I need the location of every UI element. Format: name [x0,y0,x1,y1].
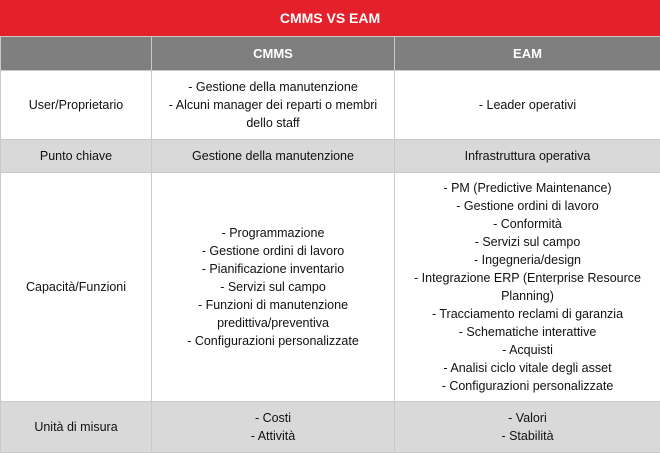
cell-line: - Funzioni di manutenzione predittiva/preventiva [197,298,349,330]
comparison-table [0,36,660,453]
cell-line: - Analisi ciclo vitale degli asset [443,361,612,375]
cmms-cell [152,173,395,402]
cell-line: - Programmazione [221,226,325,240]
cell-line: Infrastruttura operativa [464,149,591,163]
row-label: Capacità/Funzioni [1,173,152,402]
cell-line: - Leader operativi [478,98,577,112]
row-label: User/Proprietario [1,71,152,140]
row-label: Punto chiave [1,140,152,173]
header-row [1,37,660,71]
table-row [1,402,660,453]
cell-line: - Gestione ordini di lavoro [201,244,345,258]
cell-line: - Servizi sul campo [220,280,326,294]
eam-cell [395,173,660,402]
cell-line: - Pianificazione inventario [201,262,345,276]
table-row [1,173,660,402]
table-row [1,140,660,173]
header-empty-cell [1,37,152,71]
eam-cell [395,402,660,453]
cell-line: - PM (Predictive Maintenance) [443,181,612,195]
cell-line: - Costi [254,411,292,425]
cell-line: - Servizi sul campo [474,235,581,249]
header-eam: EAM [395,37,660,71]
cell-line: - Valori [508,411,547,425]
header-cmms: CMMS [152,37,395,71]
table-row [1,71,660,140]
cell-line: - Integrazione ERP (Enterprise Resource Planning) [414,271,641,303]
cell-line: - Alcuni manager dei reparti o membri dello staff [168,98,378,130]
row-label: Unità di misura [1,402,152,453]
cell-line: - Gestione della manutenzione [188,80,358,94]
cell-line: - Schematiche interattive [458,325,597,339]
cell-line: - Configurazioni personalizzate [187,334,359,348]
cell-line: - Configurazioni personalizzate [441,379,614,393]
cell-line: - Ingegneria/design [473,253,582,267]
eam-cell [395,71,660,140]
cell-line: - Gestione ordini di lavoro [456,199,599,213]
eam-cell [395,140,660,173]
cell-line: - Conformità [493,217,562,231]
cell-line: - Acquisti [502,343,553,357]
cmms-cell [152,71,395,140]
cell-line: - Attività [250,429,296,443]
cmms-cell [152,140,395,173]
cell-line: - Tracciamento reclami di garanzia [431,307,624,321]
cell-line: - Stabilità [501,429,554,443]
cell-line: Gestione della manutenzione [192,149,354,163]
cmms-cell [152,402,395,453]
table-title: CMMS VS EAM [0,0,660,36]
